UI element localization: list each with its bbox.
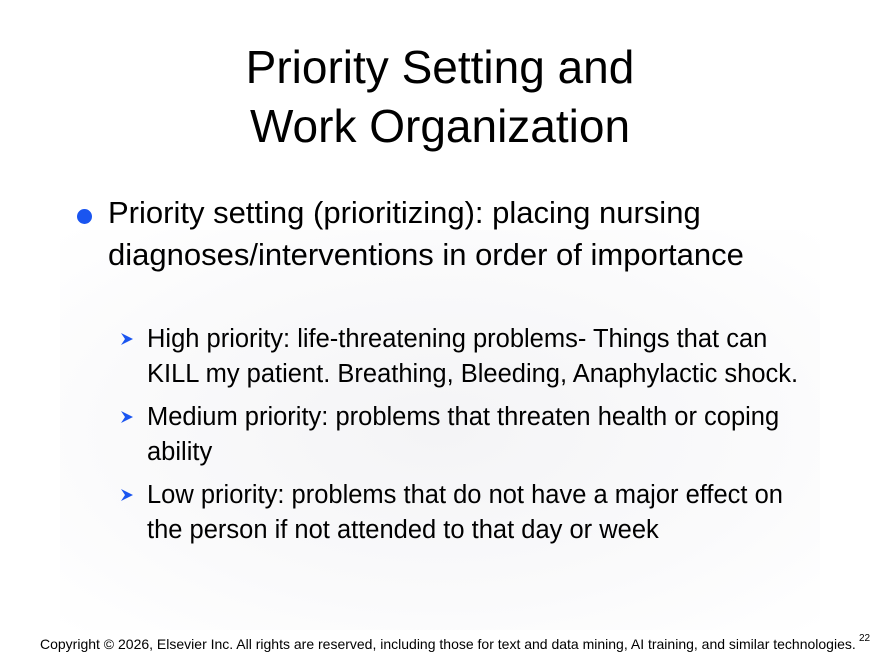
sub-bullet-list (147, 322, 807, 556)
sub-bullet-text: High priority: life-threatening problems- Things that can KILL my patient. Breathing, Bleeding, Anaphylactic shock. (147, 325, 799, 388)
copyright-footer: Copyright © 2026, Elsevier Inc. All rights are reserved, including those for text and data mining, AI training, and similar technologies. (40, 636, 856, 652)
main-bullet-text: Priority setting (prioritizing): placing nursing diagnoses/interventions in order of importance (108, 195, 744, 272)
sub-bullet-item (147, 478, 807, 548)
chevron-right-icon (120, 488, 134, 502)
sub-bullet-item (147, 400, 807, 470)
sub-bullet-text: Low priority: problems that do not have a major effect on the person if not attended to that day or week (147, 481, 783, 544)
chevron-right-icon (120, 410, 134, 424)
page-number: 22 (859, 633, 871, 644)
title-line-1: Priority Setting and (245, 41, 635, 93)
bullet-dot-icon (77, 209, 92, 224)
sub-bullet-item (147, 322, 807, 392)
sub-bullet-text: Medium priority: problems that threaten health or coping ability (147, 403, 780, 466)
chevron-right-icon (120, 332, 134, 346)
title-line-2: Work Organization (249, 100, 631, 152)
slide-title (0, 38, 880, 156)
